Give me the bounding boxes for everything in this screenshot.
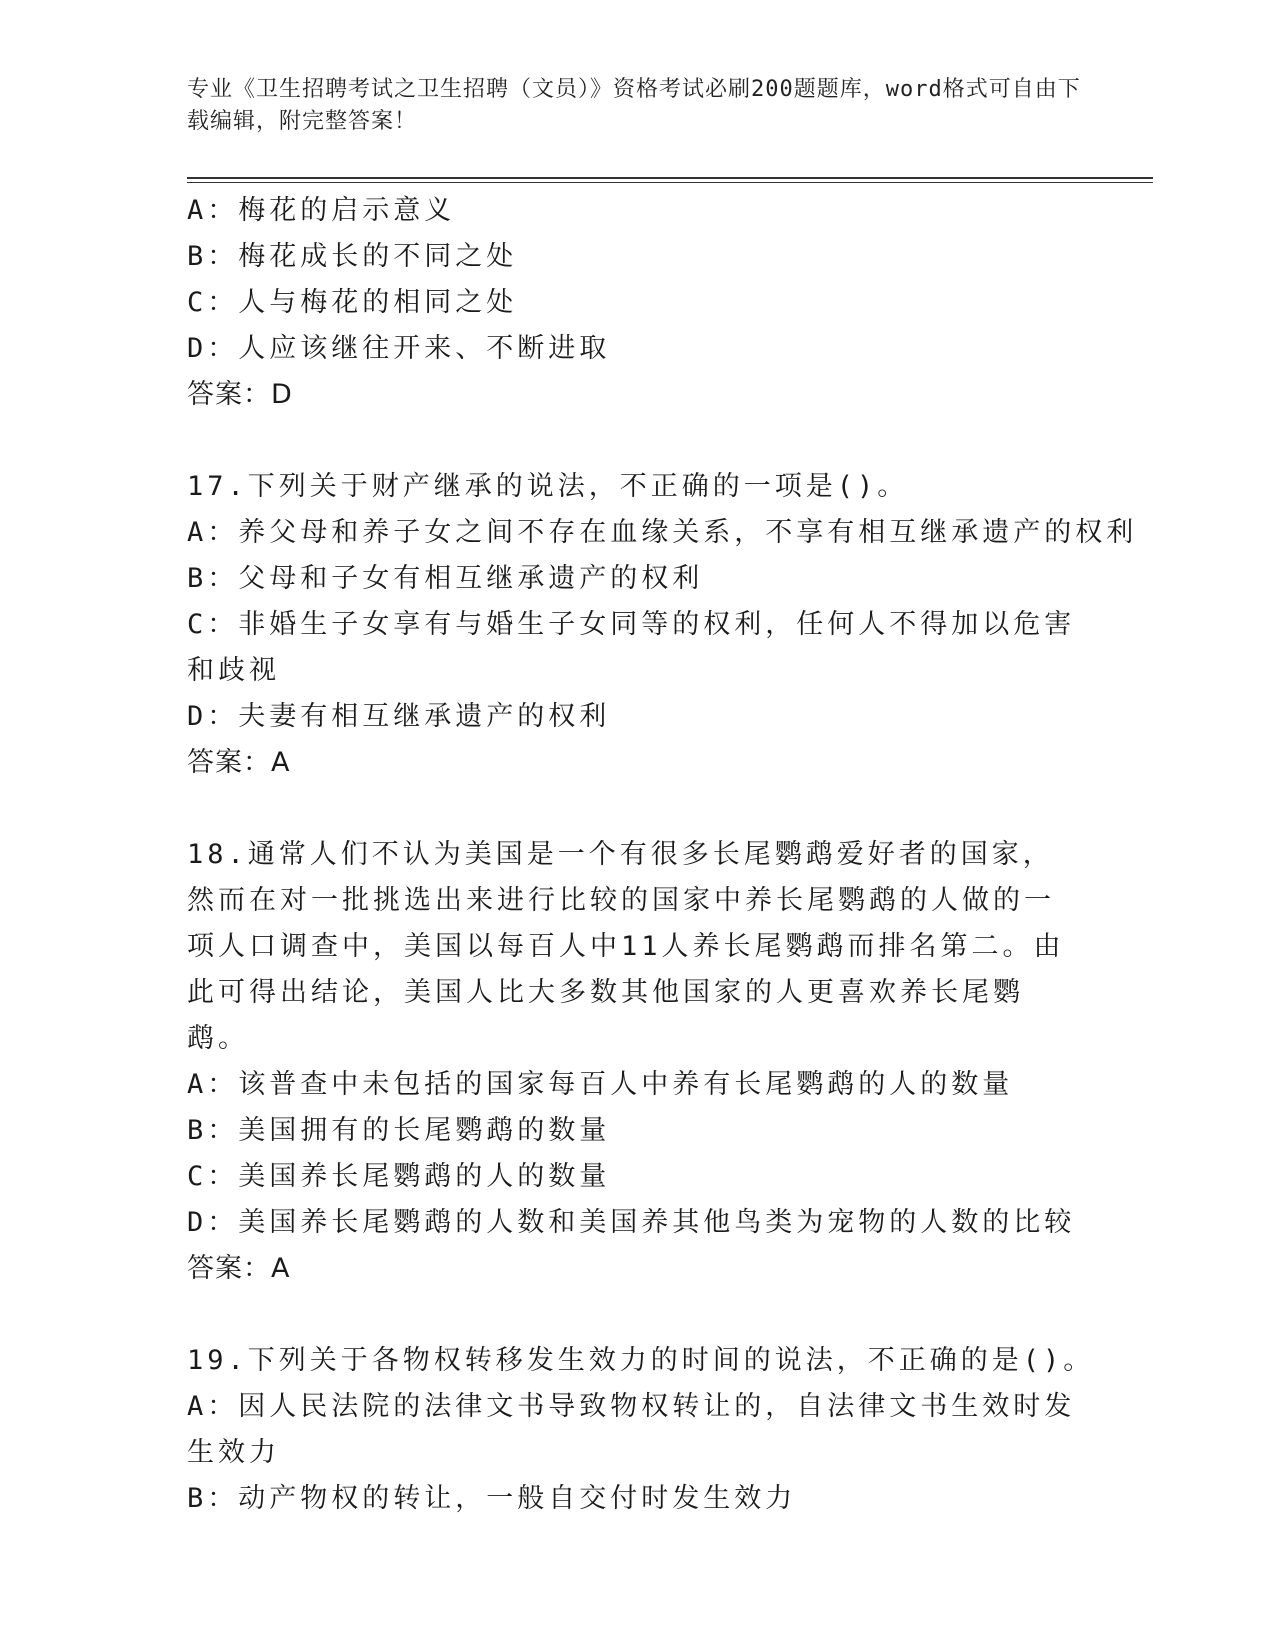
option-a: A：养父母和养子女之间不存在血缘关系，不享有相互继承遗产的权利 [187, 517, 1138, 548]
question-18 [187, 832, 1087, 1292]
option-d: D：夫妻有相互继承遗产的权利 [187, 701, 611, 732]
question-spacer [187, 418, 1087, 464]
document-header: 专业《卫生招聘考试之卫生招聘（文员）》资格考试必刷200题题库，word格式可自由下载编辑，附完整答案！ [187, 77, 1081, 134]
question-stem: 19.下列关于各物权转移发生效力的时间的说法，不正确的是()。 [187, 1345, 1095, 1376]
answer: 答案：D [187, 379, 293, 410]
option-b: B：美国拥有的长尾鹦鹉的数量 [187, 1115, 611, 1146]
question-spacer [187, 1292, 1087, 1338]
header-rule-thin [187, 182, 1153, 183]
header-rule-thick [187, 177, 1153, 179]
option-b: B：父母和子女有相互继承遗产的权利 [187, 563, 704, 594]
answer: 答案：A [187, 747, 291, 778]
option-b: B：动产物权的转让，一般自交付时发生效力 [187, 1483, 797, 1514]
option-a: A：梅花的启示意义 [187, 195, 456, 226]
option-c: C：非婚生子女享有与婚生子女同等的权利，任何人不得加以危害和歧视 [187, 609, 1076, 686]
option-b: B：梅花成长的不同之处 [187, 241, 518, 272]
option-c: C：人与梅花的相同之处 [187, 287, 518, 318]
option-d: D：美国养长尾鹦鹉的人数和美国养其他鸟类为宠物的人数的比较 [187, 1207, 1076, 1238]
question-list [187, 188, 1138, 1522]
question-spacer [187, 786, 1087, 832]
question-stem: 17.下列关于财产继承的说法，不正确的一项是()。 [187, 471, 909, 502]
answer: 答案：A [187, 1253, 291, 1284]
question-16 [187, 188, 1087, 418]
question-19 [187, 1338, 1095, 1522]
option-d: D：人应该继往开来、不断进取 [187, 333, 611, 364]
question-stem: 18.通常人们不认为美国是一个有很多长尾鹦鹉爱好者的国家，然而在对一批挑选出来进行比较的国家中养长尾鹦鹉的人做的一项人口调查中，美国以每百人中11人养长尾鹦鹉而排名第二。由此可得出结论，美国人比大多数其他国家的人更喜欢养长尾鹦鹉。 [187, 839, 1065, 1054]
question-17 [187, 464, 1138, 786]
option-c: C：美国养长尾鹦鹉的人的数量 [187, 1161, 611, 1192]
option-a: A：因人民法院的法律文书导致物权转让的，自法律文书生效时发生效力 [187, 1391, 1076, 1468]
option-a: A：该普查中未包括的国家每百人中养有长尾鹦鹉的人的数量 [187, 1069, 1014, 1100]
